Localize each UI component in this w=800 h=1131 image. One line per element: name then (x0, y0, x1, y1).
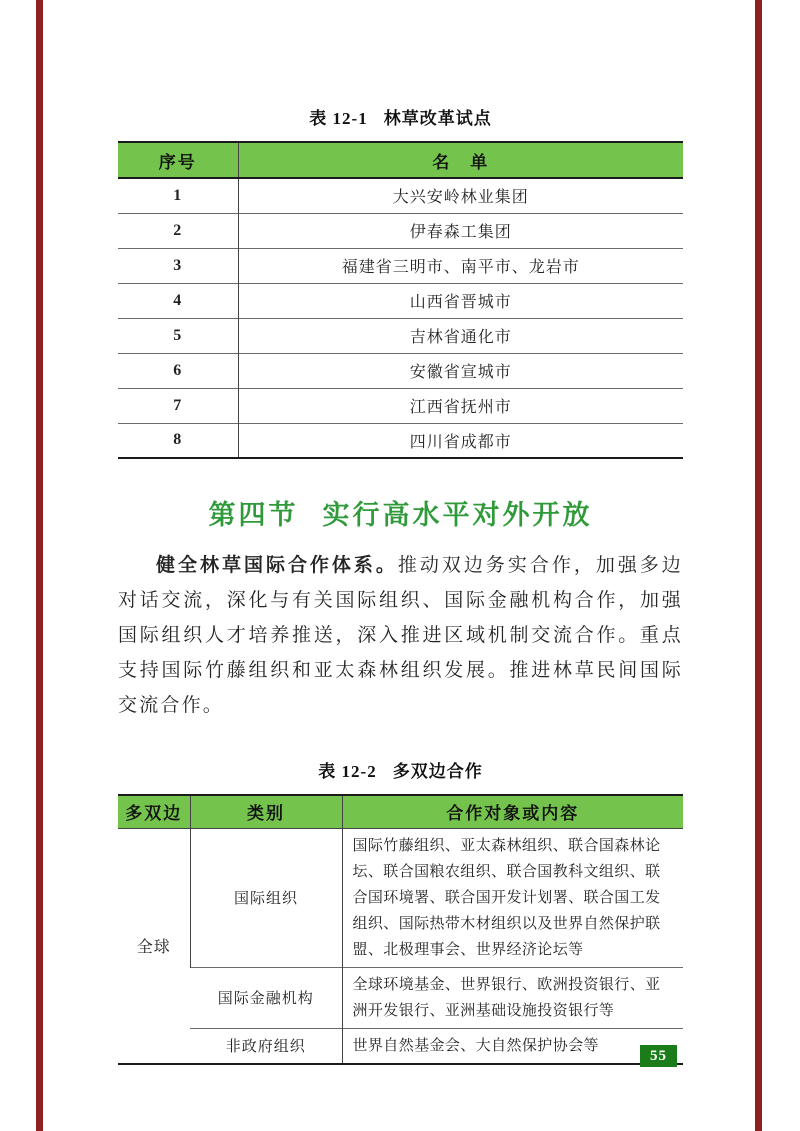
table-row (118, 1028, 683, 1064)
table1-caption (118, 104, 683, 129)
row-no: 7 (118, 388, 238, 423)
category-cell: 国际组织 (190, 828, 342, 967)
cooperation-table (118, 794, 683, 1065)
row-name: 安徽省宣城市 (238, 353, 683, 388)
row-no: 3 (118, 248, 238, 283)
table2-col-header-scope: 多双边 (118, 795, 190, 828)
row-no: 2 (118, 213, 238, 248)
table1-col-header-no: 序号 (118, 142, 238, 178)
table1-caption-title: 林草改革试点 (383, 109, 492, 128)
row-name: 山西省晋城市 (238, 283, 683, 318)
section-heading (118, 493, 683, 532)
row-name: 福建省三明市、南平市、龙岩市 (238, 248, 683, 283)
paragraph-body-text: 推动双边务实合作，加强多边对话交流，深化与有关国际组织、国际金融机构合作，加强国际组织人才培养推送，深入推进区域机制交流合作。重点支持国际竹藤组织和亚太森林组织发展。推进林草民间国际交流合作。 (118, 555, 683, 716)
scope-cell: 全球 (136, 939, 171, 957)
row-no: 6 (118, 353, 238, 388)
category-cell: 非政府组织 (190, 1028, 342, 1064)
table-row (118, 318, 683, 353)
section-number: 第四节 (208, 500, 299, 530)
table2-caption-title: 多双边合作 (392, 762, 483, 781)
table-row (118, 213, 683, 248)
row-name: 吉林省通化市 (238, 318, 683, 353)
content-cell: 世界自然基金会、大自然保护协会等 (342, 1028, 683, 1064)
page-content (118, 0, 683, 1065)
table-row (118, 283, 683, 318)
table2-header-row (118, 795, 683, 828)
table-row (118, 178, 683, 213)
row-no: 4 (118, 283, 238, 318)
table2-caption-number: 表 12-2 (318, 762, 377, 781)
left-edge-rule (36, 0, 43, 1131)
body-paragraph (118, 548, 683, 723)
row-name: 伊春森工集团 (238, 213, 683, 248)
table1-header-row (118, 142, 683, 178)
row-no: 5 (118, 318, 238, 353)
row-name: 四川省成都市 (238, 423, 683, 458)
table2-col-header-content: 合作对象或内容 (342, 795, 683, 828)
row-name: 江西省抚州市 (238, 388, 683, 423)
table2-caption (118, 757, 683, 782)
table-row (118, 388, 683, 423)
table2-col-header-category: 类别 (190, 795, 342, 828)
paragraph-lead-bold: 健全林草国际合作体系。 (156, 555, 398, 576)
page-number-badge (640, 1045, 677, 1067)
table1-caption-number: 表 12-1 (309, 109, 368, 128)
table-row (118, 828, 683, 967)
row-no: 8 (118, 423, 238, 458)
row-no: 1 (118, 178, 238, 213)
right-edge-rule (755, 0, 762, 1131)
table-row (118, 248, 683, 283)
category-cell: 国际金融机构 (190, 967, 342, 1028)
content-cell: 国际竹藤组织、亚太森林组织、联合国森林论坛、联合国粮农组织、联合国教科文组织、联合国环境署、联合国开发计划署、联合国工发组织、国际热带木材组织以及世界自然保护联盟、北极理事会、世界经济论坛等 (342, 828, 683, 967)
table-row (118, 967, 683, 1028)
table-row (118, 353, 683, 388)
pilot-reform-table (118, 141, 683, 459)
table1-col-header-name: 名 单 (238, 142, 683, 178)
content-cell: 全球环境基金、世界银行、欧洲投资银行、亚洲开发银行、亚洲基础设施投资银行等 (342, 967, 683, 1028)
page-number: 55 (650, 1047, 667, 1064)
section-title: 实行高水平对外开放 (322, 500, 593, 530)
row-name: 大兴安岭林业集团 (392, 189, 529, 207)
table-row (118, 423, 683, 458)
